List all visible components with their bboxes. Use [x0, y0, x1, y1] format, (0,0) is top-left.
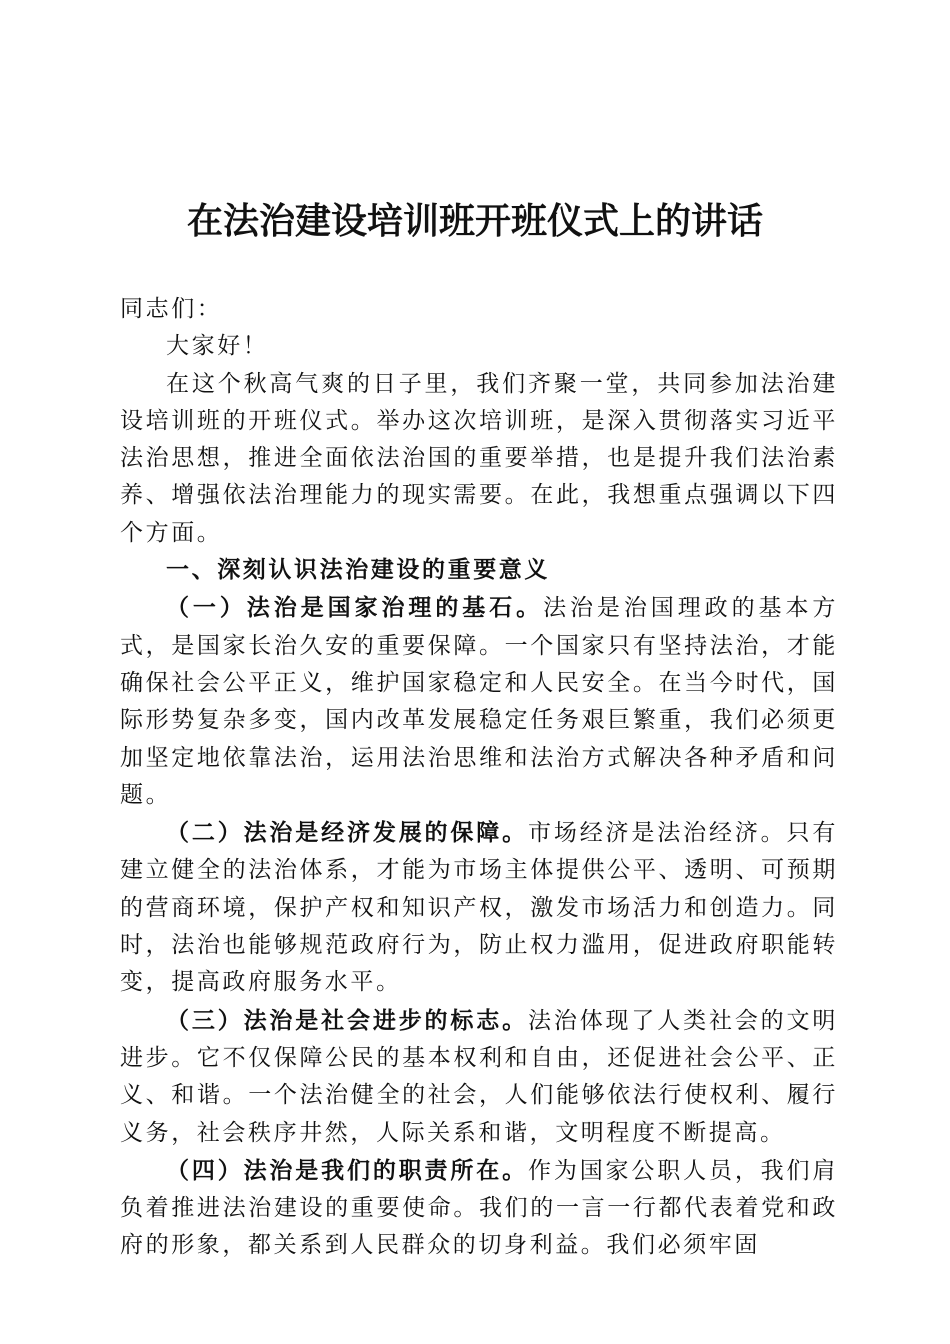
point-paragraph-3: [120, 1002, 838, 1152]
point-lead-1: （一）法治是国家治理的基石。: [166, 594, 544, 622]
point-lead-4: （四）法治是我们的职责所在。: [166, 1156, 528, 1184]
point-text-2: 市场经济是法治经济。只有建立健全的法治体系，才能为市场主体提供公平、透明、可预期的营商环境，保护产权和知识产权，激发市场活力和创造力。同时，法治也能够规范政府行为，防止权力滥用，促进政府职能转变，提高政府服务水平。: [120, 820, 838, 996]
section-heading-1: 一、深刻认识法治建设的重要意义: [166, 557, 550, 584]
point-text-4: 作为国家公职人员，我们肩负着推进法治建设的重要使命。我们的一言一行都代表着党和政府的形象，都关系到人民群众的切身利益。我们必须牢固: [120, 1157, 838, 1259]
point-text-1: 法治是治国理政的基本方式，是国家长治久安的重要保障。一个国家只有坚持法治，才能确保社会公平正义，维护国家稳定和人民安全。在当今时代，国际形势复杂多变，国内改革发展稳定任务艰巨繁重，我们必须更加坚定地依靠法治，运用法治思维和法治方式解决各种矛盾和问题。: [120, 595, 838, 808]
point-paragraph-4: [120, 1152, 838, 1265]
document-title: 在法治建设培训班开班仪式上的讲话: [186, 200, 763, 242]
intro-paragraph: 在这个秋高气爽的日子里，我们齐聚一堂，共同参加法治建设培训班的开班仪式。举办这次培训班，是深入贯彻落实习近平法治思想，推进全面依法治国的重要举措，也是提升我们法治素养、增强依法治理能力的现实需要。在此，我想重点强调以下四个方面。: [120, 370, 838, 546]
point-paragraph-2: [120, 814, 838, 1001]
point-lead-3: （三）法治是社会进步的标志。: [166, 1006, 528, 1034]
point-lead-2: （二）法治是经济发展的保障。: [166, 819, 528, 847]
point-paragraph-1: [120, 589, 838, 814]
greeting: 大家好！: [166, 333, 269, 360]
salutation: 同志们：: [120, 296, 223, 322]
point-text-3: 法治体现了人类社会的文明进步。它不仅保障公民的基本权利和自由，还促进社会公平、正义、和谐。一个法治健全的社会，人们能够依法行使权利、履行义务，社会秩序井然，人际关系和谐，文明程度不断提高。: [120, 1007, 838, 1146]
document-body: [120, 291, 838, 1265]
